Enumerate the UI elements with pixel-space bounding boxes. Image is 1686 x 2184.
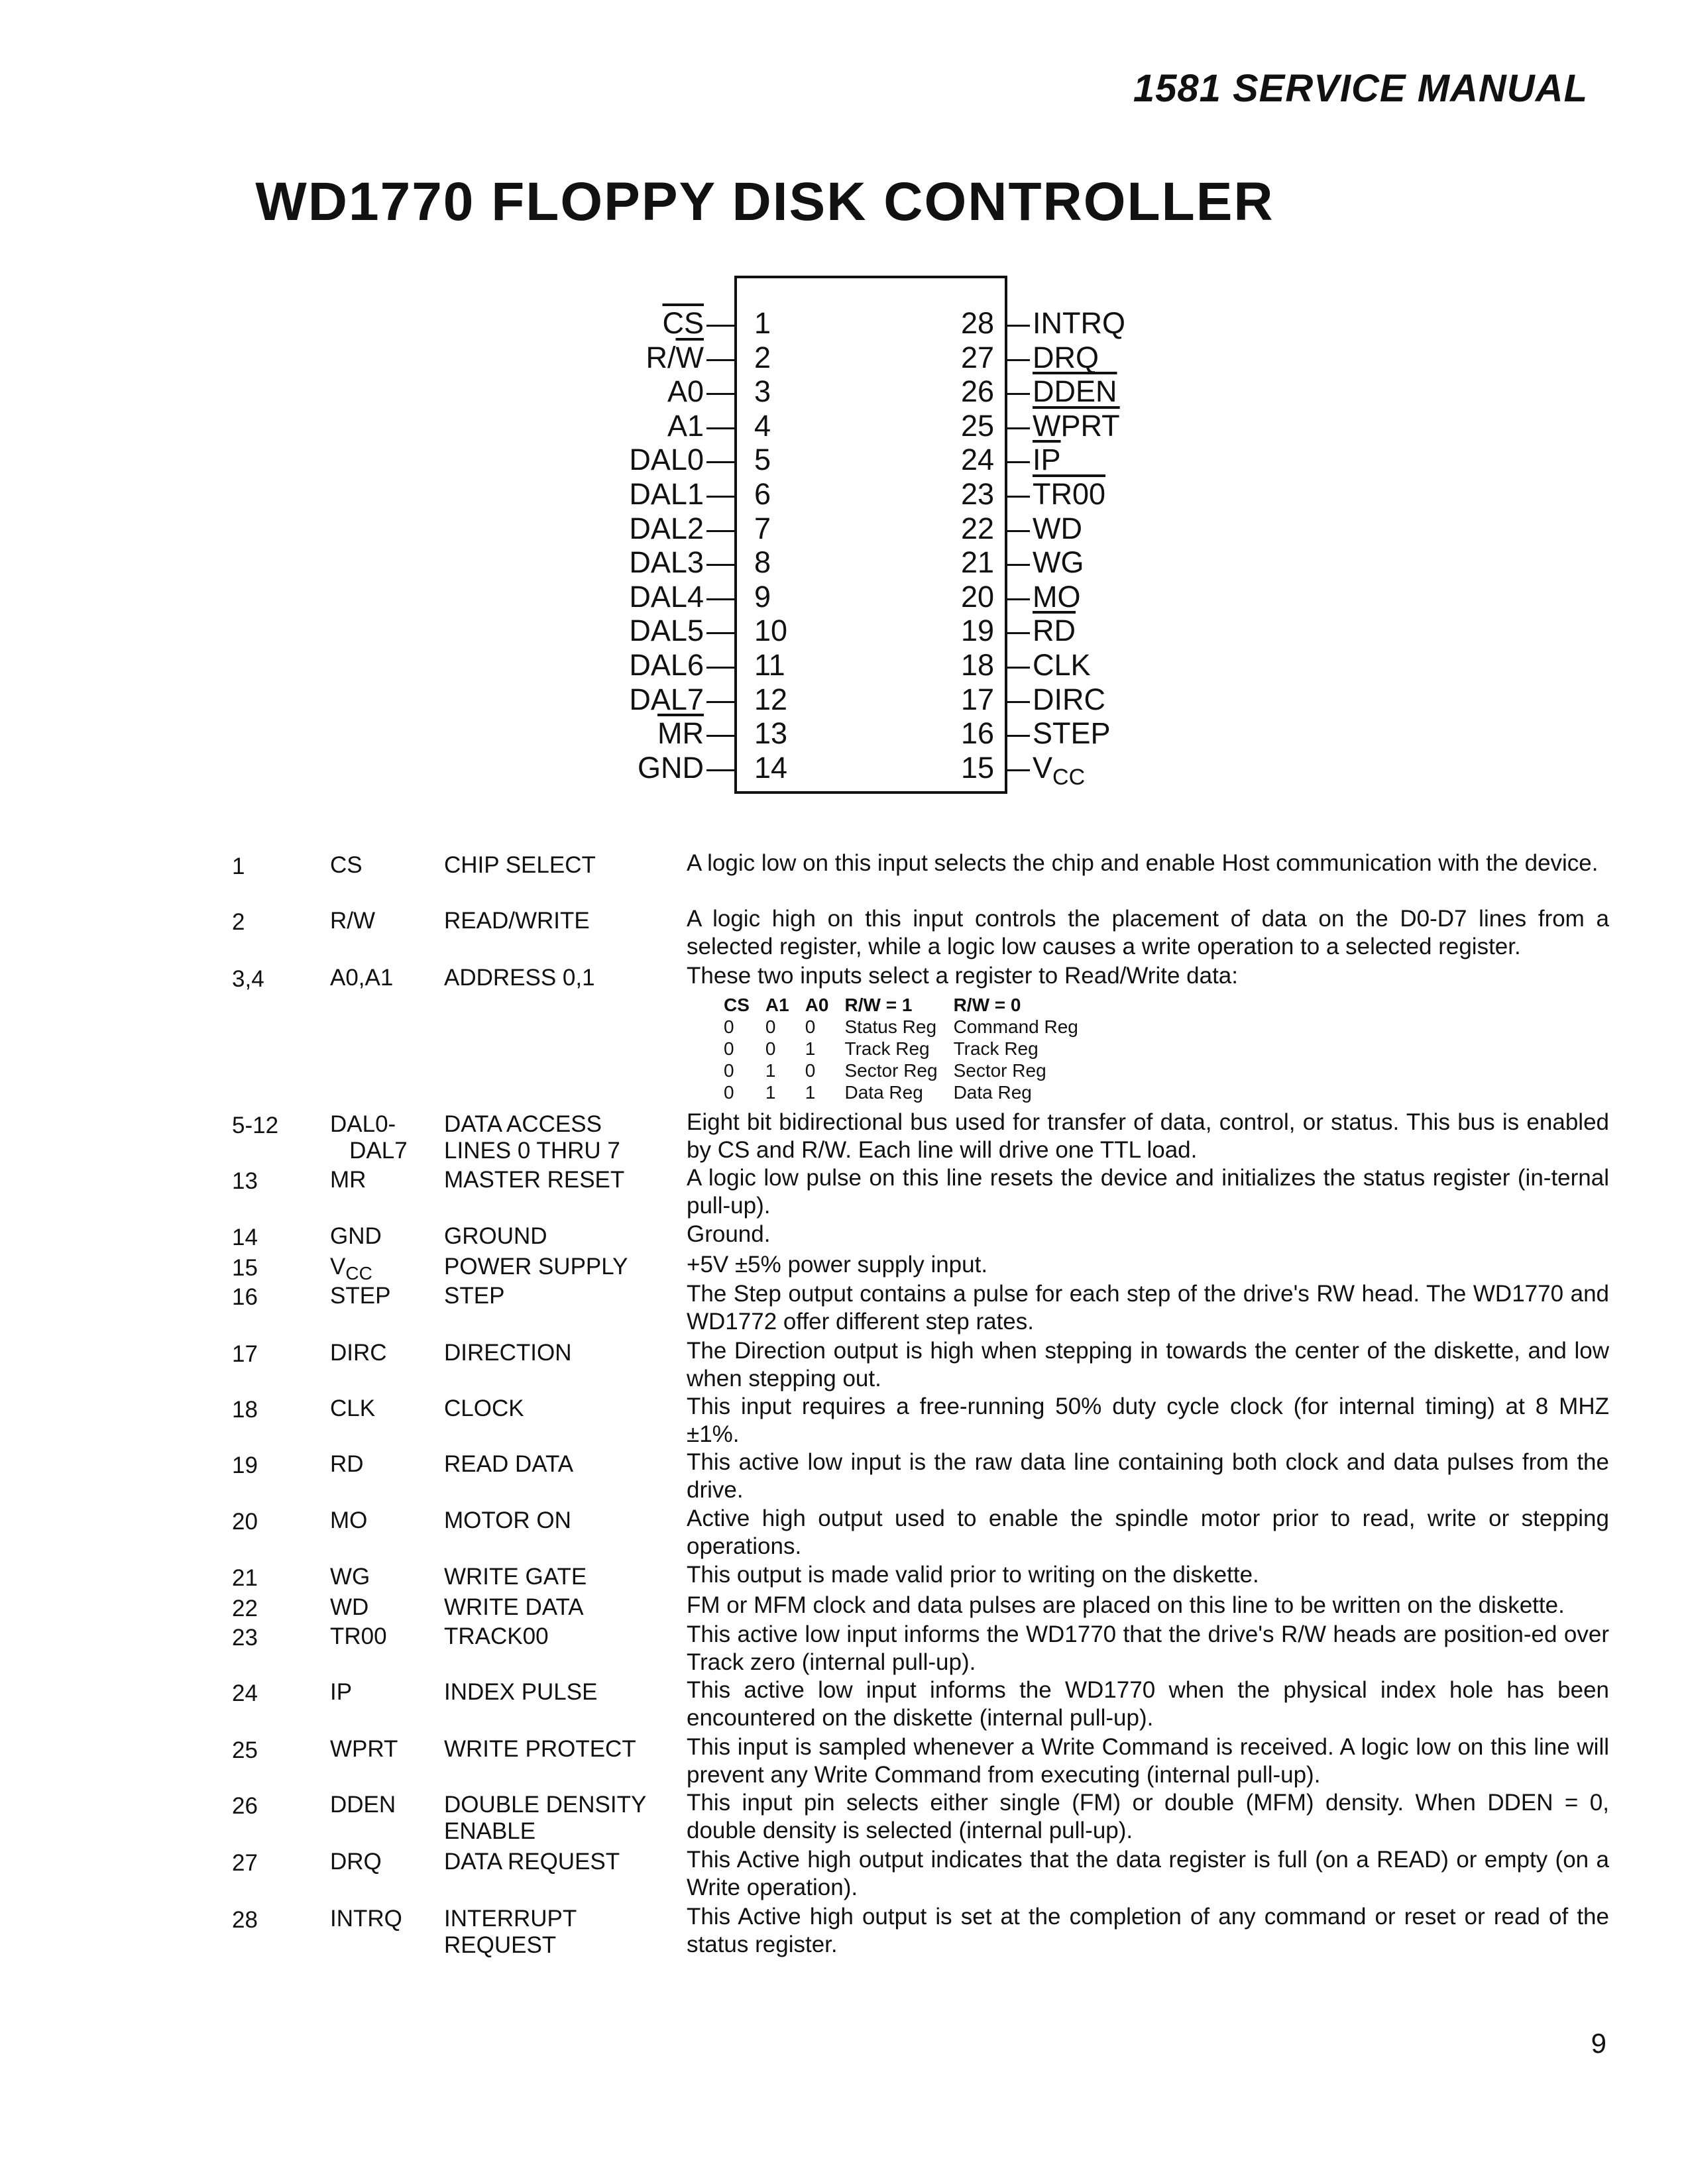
pin-description-cell: A logic high on this input controls the placement of data on the D0-D7 lines from a selected register, while a logic low causes a write operation to a selected register. (687, 906, 1609, 959)
pin-symbol-cell: DDEN (330, 1792, 396, 1818)
pin-lead (706, 667, 736, 669)
pin-symbol-cell: STEP (330, 1283, 391, 1309)
pin-symbol-cell: WD (330, 1594, 369, 1620)
register-table-cell: Data Reg (844, 1082, 923, 1103)
pin-symbol-cell: DAL0- DAL7 (330, 1111, 408, 1164)
pin-lead (706, 359, 736, 361)
pin-number-left: 1 (754, 306, 771, 340)
pin-symbol-cell: IP (330, 1679, 353, 1705)
pin-number-right: 26 (960, 374, 994, 409)
pin-function-cell: ADDRESS 0,1 (444, 965, 595, 991)
pin-number-left: 9 (754, 579, 771, 614)
pin-lead (1006, 769, 1030, 771)
pin-lead (706, 393, 736, 395)
pin-lead (706, 564, 736, 566)
pin-description-cell: This output is made valid prior to writing on the diskette. (687, 1562, 1259, 1588)
pin-number-right: 25 (960, 408, 994, 443)
register-table-heading: CS (724, 995, 750, 1015)
pin-lead (1006, 667, 1030, 669)
pin-symbol-cell: $V_{CC}$ (330, 1254, 372, 1283)
register-table-row (716, 1016, 1086, 1038)
register-table-heading: R/W = 1 (844, 995, 913, 1015)
pin-symbol-cell: DRQ (330, 1849, 382, 1875)
pin-symbol-cell: DIRC (330, 1340, 387, 1366)
pin-number-left: 8 (754, 545, 771, 580)
register-table-cell: 1 (805, 1082, 816, 1103)
pin-description-cell: The Step output contains a pulse for each step of the drive's RW head. The WD1770 and WD1772 offer different step rates. (687, 1281, 1609, 1335)
register-table-cell: 0 (724, 1060, 734, 1081)
pin-label-right: STEP (1033, 716, 1111, 751)
pin-description-cell: This active low input informs the WD1770 that the drive's R/W heads are position-ed over Track zero (internal pull-up). (687, 1621, 1609, 1675)
pin-number-right: 24 (960, 443, 994, 477)
pin-number-cell: 22 (232, 1596, 258, 1621)
register-table-cell: 0 (724, 1038, 734, 1059)
pin-number-right: 21 (960, 545, 994, 580)
pin-label-right: TR00 (1033, 477, 1106, 511)
pin-number-cell: 3,4 (232, 966, 264, 992)
pin-function-cell: DATA ACCESS LINES 0 THRU 7 (444, 1111, 620, 1164)
pin-lead (1006, 632, 1030, 634)
pin-function-cell: STEP (444, 1283, 505, 1309)
pin-number-left: 4 (754, 408, 771, 443)
pin-number-cell: 26 (232, 1793, 258, 1819)
pin-label-right: WD (1033, 511, 1082, 545)
pin-lead (1006, 530, 1030, 532)
pin-lead (1006, 359, 1030, 361)
pin-label-right: WPRT (1033, 408, 1120, 443)
register-table-heading: A0 (805, 995, 829, 1015)
pin-label-left: A1 (667, 408, 704, 443)
pin-symbol-cell: RD (330, 1451, 364, 1477)
pin-number-right: 19 (960, 614, 994, 648)
pin-lead (1006, 461, 1030, 463)
pin-lead (706, 769, 736, 771)
pin-description-cell: This input is sampled whenever a Write Command is received. A logic low on this line will prevent any Write Command from executing (internal pull-up). (687, 1734, 1609, 1788)
register-table-row (716, 1060, 1086, 1081)
pin-label-left: $\overline{CS}$ (662, 306, 704, 340)
register-table-cell: Track Reg (844, 1038, 930, 1059)
register-table-cell: Sector Reg (844, 1060, 938, 1081)
pin-label-right: DRQ (1033, 340, 1099, 374)
pin-symbol-cell: WG (330, 1564, 370, 1590)
pin-number-left: 3 (754, 374, 771, 409)
pin-symbol-cell: CS (330, 852, 363, 878)
pin-symbol-cell: WPRT (330, 1736, 398, 1762)
pin-number-left: 6 (754, 477, 771, 511)
pin-lead (1006, 427, 1030, 429)
register-table-cell: Sector Reg (953, 1060, 1046, 1081)
pin-lead (706, 325, 736, 327)
pin-label-left: DAL2 (629, 511, 704, 545)
pin-description-cell: This active low input is the raw data line containing both clock and data pulses from the drive. (687, 1449, 1609, 1503)
pin-number-left: 2 (754, 340, 771, 374)
pin-lead (1006, 325, 1030, 327)
pin-lead (706, 701, 736, 703)
pin-description-cell: This Active high output indicates that the data register is full (on a READ) or empty (on a Write operation). (687, 1847, 1609, 1900)
register-table-cell: Command Reg (953, 1016, 1078, 1037)
pin-function-cell: DIRECTION (444, 1340, 572, 1366)
pin-description-cell: The Direction output is high when stepping in towards the center of the diskette, and low when stepping out. (687, 1338, 1609, 1392)
pin-description-cell: This Active high output is set at the completion of any command or reset or read of the status register. (687, 1904, 1609, 1957)
pin-description-cell: This input requires a free-running 50% duty cycle clock (for internal timing) at 8 MHZ ±1%. (687, 1393, 1609, 1447)
pin-function-cell: READ DATA (444, 1451, 574, 1477)
pin-function-cell: INTERRUPT REQUEST (444, 1906, 577, 1958)
register-table-heading: A1 (765, 995, 789, 1015)
pin-label-right: $V_{CC}$ (1033, 750, 1086, 790)
pin-label-left: DAL1 (629, 477, 704, 511)
register-table-cell: 1 (805, 1038, 816, 1059)
pin-function-cell: DOUBLE DENSITY ENABLE (444, 1792, 647, 1844)
pin-label-left: DAL6 (629, 648, 704, 682)
manual-header: 1581 SERVICE MANUAL (1133, 67, 1588, 110)
pin-lead (706, 530, 736, 532)
pin-number-right: 27 (960, 340, 994, 374)
pin-function-cell: WRITE DATA (444, 1594, 584, 1620)
pin-label-right: DDEN (1033, 374, 1117, 409)
pin-number-right: 28 (960, 306, 994, 340)
pin-function-cell: CLOCK (444, 1395, 524, 1421)
pin-lead (706, 461, 736, 463)
pin-number-cell: 5-12 (232, 1113, 279, 1138)
pin-symbol-cell: INTRQ (330, 1906, 402, 1932)
pin-function-cell: TRACK00 (444, 1623, 549, 1649)
pin-number-cell: 17 (232, 1341, 258, 1367)
pin-number-cell: 24 (232, 1680, 258, 1706)
pin-symbol-cell: CLK (330, 1395, 376, 1421)
pin-lead (706, 496, 736, 498)
pin-number-left: 7 (754, 511, 771, 545)
pin-description-cell: This active low input informs the WD1770 when the physical index hole has been encountered on the diskette (internal pull-up). (687, 1677, 1609, 1731)
pin-symbol-cell: MO (330, 1507, 368, 1533)
pin-number-cell: 2 (232, 909, 245, 935)
register-table-heading: R/W = 0 (953, 995, 1021, 1015)
register-table-cell: 0 (724, 1016, 734, 1037)
pin-number-right: 18 (960, 648, 994, 682)
pin-function-cell: INDEX PULSE (444, 1679, 598, 1705)
pin-lead (706, 427, 736, 429)
pin-number-cell: 20 (232, 1509, 258, 1535)
pin-lead (1006, 735, 1030, 737)
pin-label-left: DAL5 (629, 614, 704, 648)
pin-lead (706, 632, 736, 634)
register-table-cell: Track Reg (953, 1038, 1039, 1059)
pin-label-left: A0 (667, 374, 704, 409)
pin-function-cell: MASTER RESET (444, 1167, 625, 1193)
pin-description-cell: +5V ±5% power supply input. (687, 1252, 988, 1278)
register-table-cell: 0 (805, 1060, 816, 1081)
pin-number-cell: 16 (232, 1284, 258, 1310)
register-table-cell: Status Reg (844, 1016, 937, 1037)
pin-description-cell: This input pin selects either single (FM) or double (MFM) density. When DDEN = 0, double density is selected (internal pull-up). (687, 1790, 1609, 1843)
pin-number-right: 16 (960, 716, 994, 751)
register-table-cell: 0 (724, 1082, 734, 1103)
pin-number-left: 12 (754, 682, 788, 716)
pin-lead (1006, 496, 1030, 498)
pin-number-cell: 23 (232, 1625, 258, 1651)
register-table-cell: Data Reg (953, 1082, 1032, 1103)
pin-symbol-cell: GND (330, 1223, 382, 1249)
pin-number-cell: 18 (232, 1397, 258, 1423)
pin-label-right: INTRQ (1033, 306, 1125, 340)
pin-label-right: DIRC (1033, 682, 1105, 716)
pin-label-left: DAL3 (629, 545, 704, 580)
pin-number-cell: 19 (232, 1452, 258, 1478)
pin-number-cell: 28 (232, 1907, 258, 1933)
pin-label-right: CLK (1033, 648, 1091, 682)
page-number: 9 (1591, 2028, 1606, 2059)
pin-symbol-cell: A0,A1 (330, 965, 394, 991)
pin-number-right: 17 (960, 682, 994, 716)
pin-function-cell: DATA REQUEST (444, 1849, 620, 1875)
pin-number-cell: 25 (232, 1737, 258, 1763)
page-title-text: WD1770 FLOPPY DISK CONTROLLER (255, 172, 1274, 232)
pin-function-cell: MOTOR ON (444, 1507, 571, 1533)
pin-number-left: 14 (754, 750, 788, 785)
pin-symbol-cell: TR00 (330, 1623, 387, 1649)
pin-number-cell: 13 (232, 1168, 258, 1194)
pin-label-left: $R/\overline{W}$ (646, 340, 704, 374)
register-table-row (716, 1081, 1086, 1103)
pin-number-cell: 1 (232, 853, 245, 879)
pin-description-cell: Eight bit bidirectional bus used for transfer of data, control, or status. This bus is enabled by CS and R/W. Each line will drive one TTL load. (687, 1109, 1609, 1163)
pin-label-right: MO (1033, 579, 1081, 614)
pin-label-left: DAL4 (629, 579, 704, 614)
pin-description-cell: Active high output used to enable the spindle motor prior to read, write or stepping operations. (687, 1505, 1609, 1559)
pin-number-cell: 14 (232, 1225, 258, 1250)
pin-function-cell: READ/WRITE (444, 908, 590, 934)
pin-function-cell: WRITE PROTECT (444, 1736, 636, 1762)
pin-symbol-cell: MR (330, 1167, 366, 1193)
pin-label-right: $\overline{IP}$ (1033, 443, 1061, 477)
pin-lead (706, 598, 736, 600)
pin-number-cell: 27 (232, 1850, 258, 1876)
pin-label-left: $\overline{MR}$ (657, 716, 704, 751)
pin-number-cell: 15 (232, 1255, 258, 1281)
register-table-cell: 0 (805, 1016, 816, 1037)
pin-description-cell: A logic low on this input selects the chip and enable Host communication with the device. (687, 850, 1599, 876)
page-title (0, 171, 1686, 233)
pin-description-cell: Ground. (687, 1221, 771, 1247)
register-table-cell: 0 (765, 1016, 776, 1037)
pin-label-left: DAL0 (629, 443, 704, 477)
pin-symbol-cell: R/W (330, 908, 376, 934)
pin-number-cell: 21 (232, 1565, 258, 1591)
pin-function-cell: GROUND (444, 1223, 547, 1249)
pin-number-right: 20 (960, 579, 994, 614)
pin-lead (1006, 701, 1030, 703)
pin-label-left: DAL7 (629, 682, 704, 716)
pin-description-cell: A logic low pulse on this line resets the device and initializes the status register (in-ternal pull-up). (687, 1165, 1609, 1219)
pin-number-left: 5 (754, 443, 771, 477)
pin-lead (1006, 564, 1030, 566)
pin-function-cell: CHIP SELECT (444, 852, 596, 878)
pin-lead (1006, 393, 1030, 395)
pin-label-right: $\overline{RD}$ (1033, 614, 1076, 648)
pin-description-cell: FM or MFM clock and data pulses are placed on this line to be written on the diskette. (687, 1592, 1565, 1618)
pin-number-left: 11 (754, 648, 785, 682)
pin-number-right: 15 (960, 750, 994, 785)
pin-label-right: WG (1033, 545, 1084, 580)
pin-number-left: 10 (754, 614, 788, 648)
pin-label-left: GND (638, 750, 704, 785)
register-table-cell: 1 (765, 1082, 776, 1103)
pin-description-cell: These two inputs select a register to Read/Write data: (687, 963, 1238, 989)
pin-number-right: 22 (960, 511, 994, 545)
pin-number-left: 13 (754, 716, 788, 751)
pin-lead (1006, 598, 1030, 600)
pin-function-cell: POWER SUPPLY (444, 1254, 628, 1280)
register-table-row (716, 1038, 1086, 1060)
pin-number-right: 23 (960, 477, 994, 511)
pin-function-cell: WRITE GATE (444, 1564, 587, 1590)
register-table-cell: 0 (765, 1038, 776, 1059)
register-select-table (716, 994, 1086, 1103)
register-table-cell: 1 (765, 1060, 776, 1081)
register-table-header (716, 994, 1086, 1016)
pin-lead (706, 735, 736, 737)
